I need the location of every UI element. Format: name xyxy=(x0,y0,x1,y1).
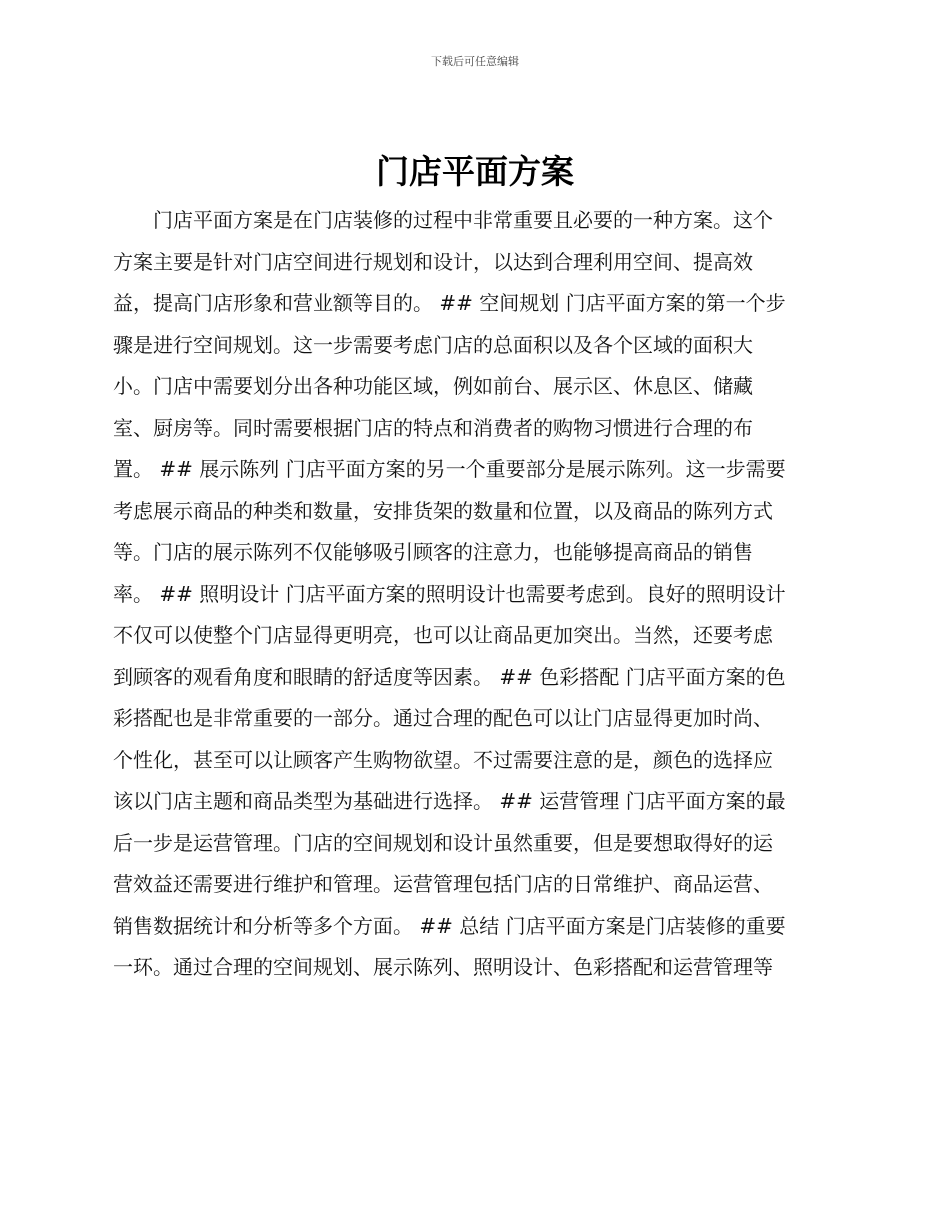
body-line: 益，提高门店形象和营业额等目的。 ## 空间规划 门店平面方案的第一个步 xyxy=(113,291,786,315)
body-line: 销售数据统计和分析等多个方面。 ## 总结 门店平面方案是门店装修的重要 xyxy=(113,913,786,938)
body-line: 到顾客的观看角度和眼睛的舒适度等因素。 ## 色彩搭配 门店平面方案的色 xyxy=(113,664,786,689)
body-line: 置。 ## 展示陈列 门店平面方案的另一个重要部分是展示陈列。这一步需要 xyxy=(113,457,786,481)
body-line: 等。门店的展示陈列不仅能够吸引顾客的注意力，也能够提高商品的销售 xyxy=(113,540,753,564)
body-line: 彩搭配也是非常重要的一部分。通过合理的配色可以让门店显得更加时尚、 xyxy=(113,706,773,730)
body-line: 考虑展示商品的种类和数量，安排货架的数量和位置，以及商品的陈列方式 xyxy=(113,498,773,523)
body-line: 不仅可以使整个门店显得更明亮，也可以让商品更加突出。当然，还要考虑 xyxy=(113,623,773,647)
body-line: 个性化，甚至可以让顾客产生购物欲望。不过需要注意的是，颜色的选择应 xyxy=(113,747,773,772)
body-line: 骤是进行空间规划。这一步需要考虑门店的总面积以及各个区域的面积大 xyxy=(113,332,753,357)
body-line: 营效益还需要进行维护和管理。运营管理包括门店的日常维护、商品运营、 xyxy=(113,872,773,896)
document-title: 门店平面方案 xyxy=(376,152,574,191)
body-line: 率。 ## 照明设计 门店平面方案的照明设计也需要考虑到。良好的照明设计 xyxy=(113,581,786,606)
body-line: 后一步是运营管理。门店的空间规划和设计虽然重要，但是要想取得好的运 xyxy=(113,830,773,855)
body-line: 室、厨房等。同时需要根据门店的特点和消费者的购物习惯进行合理的布 xyxy=(113,415,753,440)
body-line: 方案主要是针对门店空间进行规划和设计，以达到合理利用空间、提高效 xyxy=(113,249,753,274)
body-line: 小。门店中需要划分出各种功能区域，例如前台、展示区、休息区、储藏 xyxy=(113,374,753,398)
page-header-note: 下载后可任意编辑 xyxy=(431,55,519,68)
document-body xyxy=(113,200,835,989)
body-line: 门店平面方案是在门店装修的过程中非常重要且必要的一种方案。这个 xyxy=(113,208,773,232)
body-line: 一环。通过合理的空间规划、展示陈列、照明设计、色彩搭配和运营管理等 xyxy=(113,955,773,979)
body-line: 该以门店主题和商品类型为基础进行选择。 ## 运营管理 门店平面方案的最 xyxy=(113,789,786,813)
